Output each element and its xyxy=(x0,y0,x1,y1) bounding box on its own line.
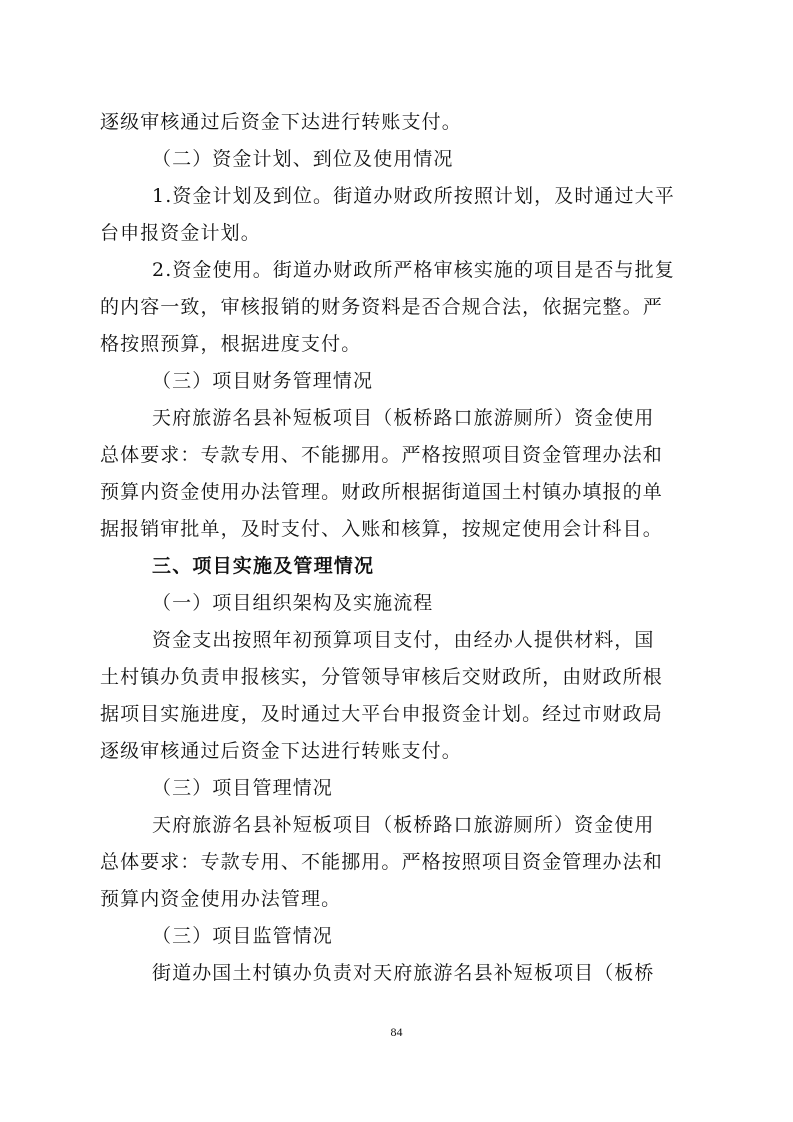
body-text-line: 的内容一致，审核报销的财务资料是否合规合法，依据完整。严 xyxy=(100,296,663,318)
body-text-line: 预算内资金使用办法管理。财政所根据街道国土村镇办填报的单 xyxy=(100,481,663,503)
body-text-line: 预算内资金使用办法管理。 xyxy=(100,888,342,910)
body-text-line: 1.资金计划及到位。街道办财政所按照计划，及时通过大平 xyxy=(152,185,675,207)
body-text-line: 街道办国土村镇办负责对天府旅游名县补短板项目（板桥 xyxy=(152,962,655,984)
section-subheading: （二）资金计划、到位及使用情况 xyxy=(152,148,454,170)
body-text-line: 逐级审核通过后资金下达进行转账支付。 xyxy=(100,111,462,133)
body-text-line: 格按照预算，根据进度支付。 xyxy=(100,333,362,355)
section-heading: 三、项目实施及管理情况 xyxy=(152,555,375,577)
body-text-line: 天府旅游名县补短板项目（板桥路口旅游厕所）资金使用 xyxy=(152,814,655,836)
body-text-line: 2.资金使用。街道办财政所严格审核实施的项目是否与批复 xyxy=(152,259,675,281)
body-text-line: 总体要求：专款专用、不能挪用。严格按照项目资金管理办法和 xyxy=(100,851,663,873)
body-text-line: 土村镇办负责申报核实，分管领导审核后交财政所，由财政所根 xyxy=(100,666,663,688)
body-text-line: 逐级审核通过后资金下达进行转账支付。 xyxy=(100,740,462,762)
section-subheading: （三）项目监管情况 xyxy=(152,925,333,947)
section-subheading: （三）项目财务管理情况 xyxy=(152,370,374,392)
body-text-line: 据报销审批单，及时支付、入账和核算，按规定使用会计科目。 xyxy=(100,518,663,540)
body-text-line: 台申报资金计划。 xyxy=(100,222,261,244)
body-text-line: 据项目实施进度，及时通过大平台申报资金计划。经过市财政局 xyxy=(100,703,663,725)
body-text-line: 天府旅游名县补短板项目（板桥路口旅游厕所）资金使用 xyxy=(152,407,655,429)
section-subheading: （三）项目管理情况 xyxy=(152,777,333,799)
body-text-line: 资金支出按照年初预算项目支付，由经办人提供材料，国 xyxy=(152,629,655,651)
body-text-line: 总体要求：专款专用、不能挪用。严格按照项目资金管理办法和 xyxy=(100,444,663,466)
page-number: 84 xyxy=(390,1025,403,1039)
section-subheading: （一）项目组织架构及实施流程 xyxy=(152,592,434,614)
